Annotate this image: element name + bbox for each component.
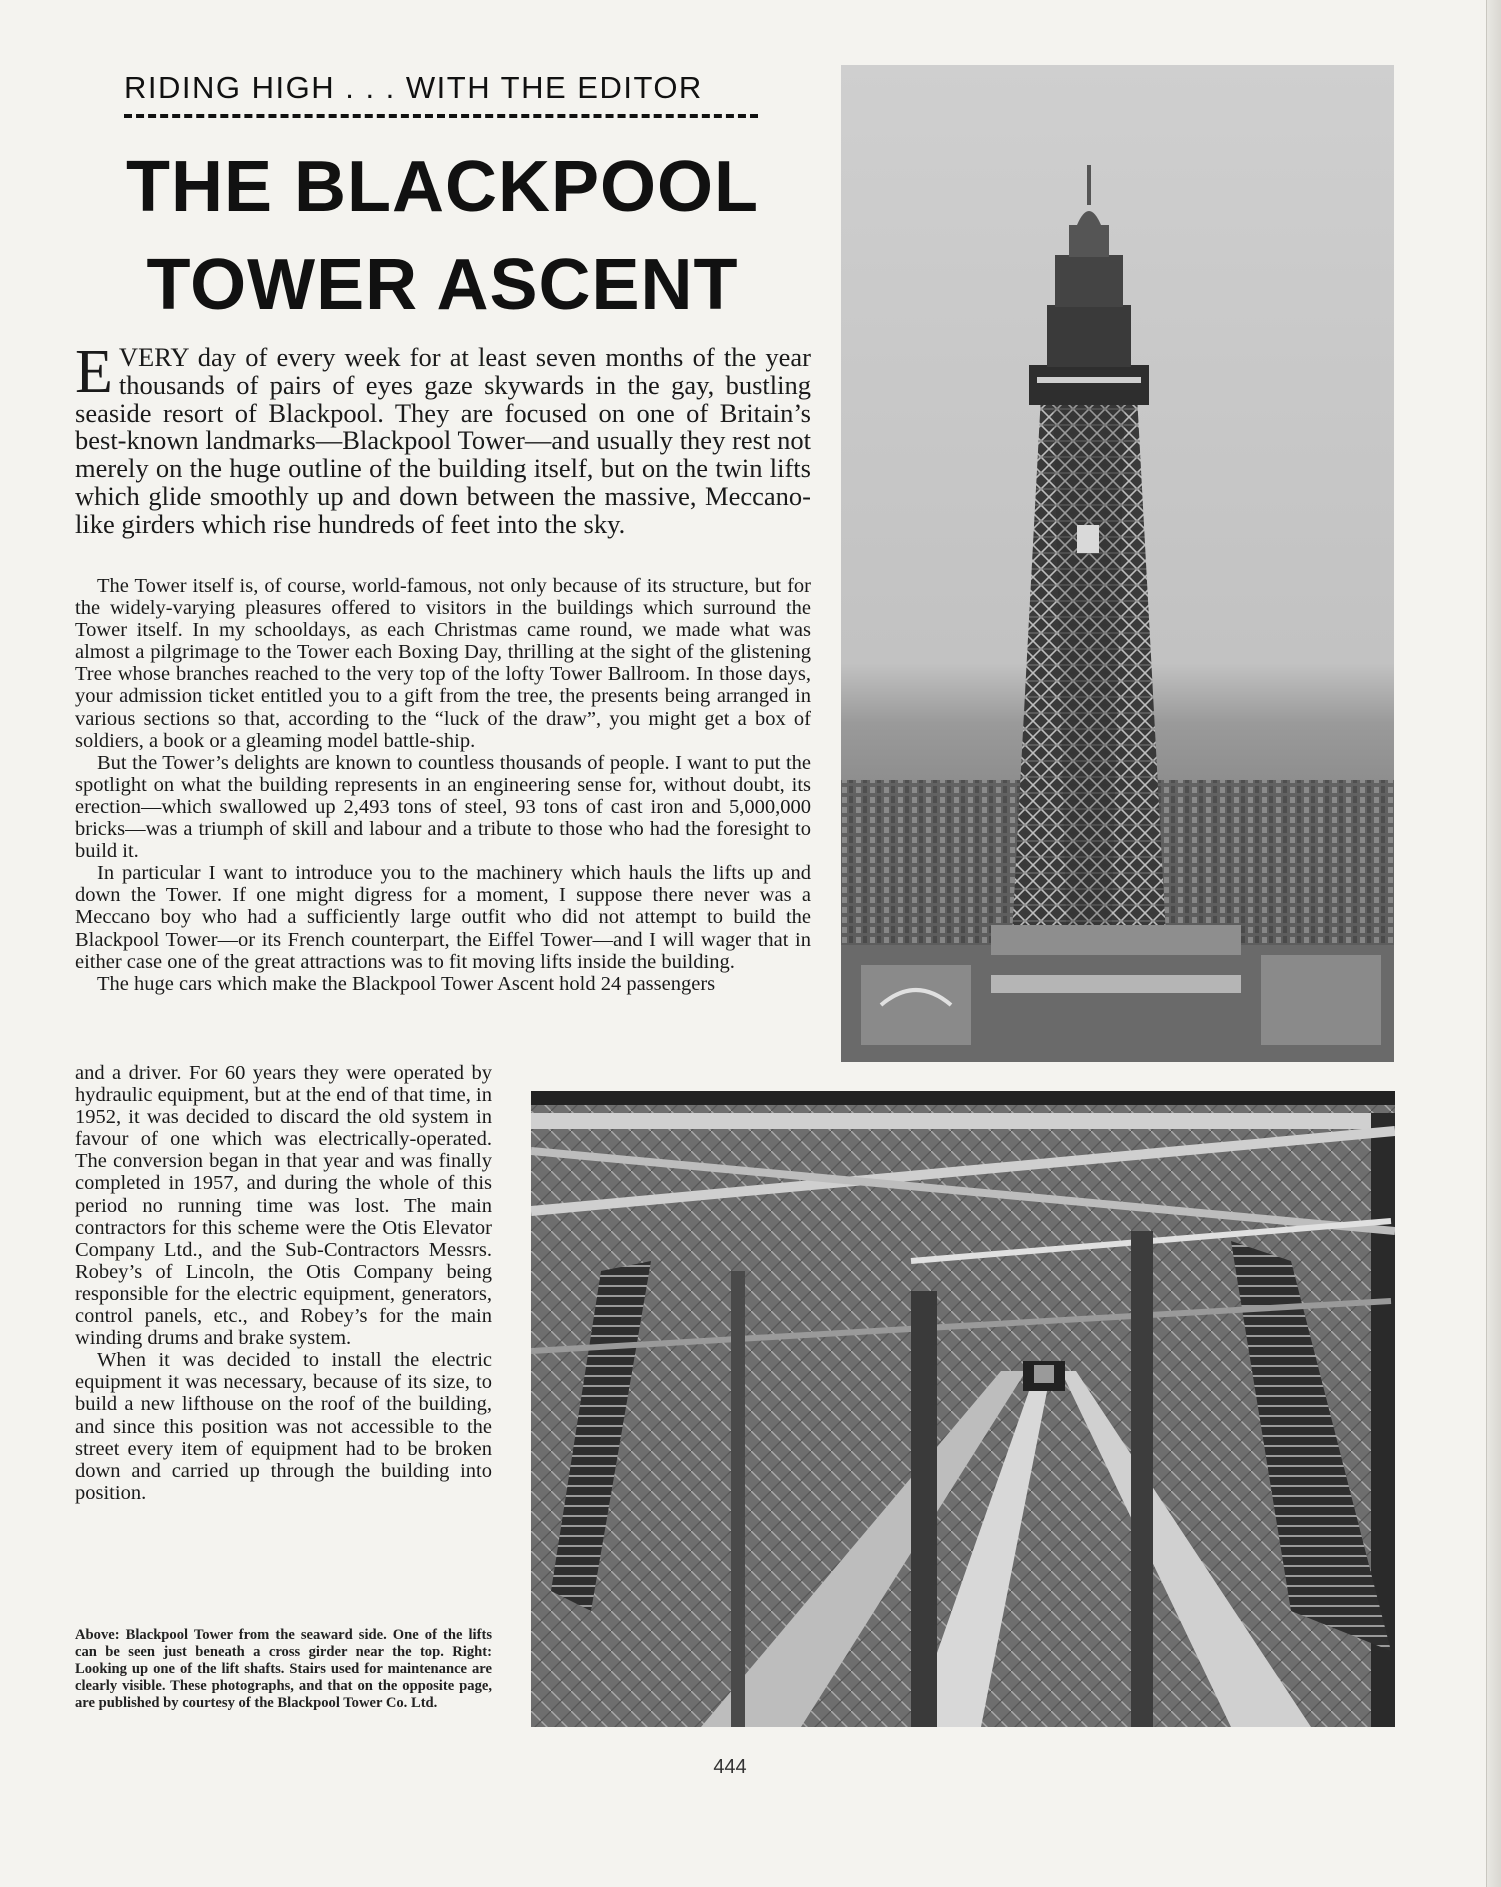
paragraph-pilgrimage: The Tower itself is, of course, world-famous, not only because of its structure, but for the widely-varying pleasures offered to visitors in the buildings which surround the Tower itself. In my schooldays, as each Christmas came round, we made what was almost a pilgrimage to the Tower each Boxing Day, thrilling at the sight of the glistening Tree whose branches reached to the very top of the lofty Tower Ballroom. In those days, your admission ticket entitled you to a gift from the tree, the presents being arranged in various sections so that, according to the “luck of the draw”, you might get a box of soldiers, a book or a gleaming model battle-ship.: [75, 575, 811, 752]
paragraph-lifthouse: When it was decided to install the electric equipment it was necessary, because of its size, to build a new lifthouse on the roof of the building, and since this position was not accessible to the street every item of equipment had to be broken down and carried up through the building into position.: [75, 1349, 492, 1504]
lead-text: VERY day of every week for at least seven months of the year thousands of pairs of eyes gaze skywards in the gay, bustling seaside resort of Blackpool. They are focused on one of Britain’s best-known landmarks—Blackpool Tower—and usually they rest not merely on the huge outline of the building itself, but on the twin lifts which glide smoothly up and down between the massive, Meccano-like girders which rise hundreds of feet into the sky.: [75, 342, 811, 539]
section-kicker: RIDING HIGH . . . WITH THE EDITOR: [124, 70, 758, 118]
paragraph-lift-cars-start: The huge cars which make the Blackpool Tower Ascent hold 24 passengers: [97, 972, 716, 995]
lift-shaft-photo: [531, 1091, 1395, 1727]
page-edge: [1486, 0, 1501, 1887]
paragraph-engineering: But the Tower’s delights are known to countless thousands of people. I want to put the spotlight on what the building represents in an engineering sense for, without doubt, its erection—which swallowed up 2,493 tons of steel, 93 tons of cast iron and 5,000,000 bricks—was a triumph of skill and labour and a tribute to those who had the foresight to build it.: [75, 751, 811, 863]
tower-photo: [841, 65, 1394, 1062]
article-body: [75, 575, 811, 995]
article-title: [110, 138, 775, 334]
page-number: 444: [713, 1756, 747, 1778]
photo-caption: Above: Blackpool Tower from the seaward side. One of the lifts can be seen just beneath a cross girder near the top. Right: Looking up one of the lift shafts. Stairs used for maintenance are clearly visible. These photographs, and that on the opposite page, are published by courtesy of the Blackpool Tower Co. Ltd.: [75, 1627, 492, 1711]
paragraph-machinery: In particular I want to introduce you to the machinery which hauls the lifts up and down the Tower. If one might digress for a moment, I suppose there never was a Meccano boy who had a sufficiently large outfit who did not attempt to build the Blackpool Tower—or its French counterpart, the Eiffel Tower—and I will wager that in either case one of the great attractions was to fit moving lifts inside the building.: [75, 862, 811, 973]
lead-paragraph: [75, 338, 811, 539]
title-line-1: THE BLACKPOOL: [126, 147, 759, 227]
title-line-2: TOWER ASCENT: [146, 245, 739, 325]
drop-cap: E: [75, 338, 113, 406]
article-column: [75, 1062, 492, 1504]
paragraph-lift-cars: and a driver. For 60 years they were operated by hydraulic equipment, but at the end of that time, in 1952, it was decided to discard the old system in favour of one which was electrically-operated. The conversion began in that year and was finally completed in 1957, and during the whole of this period no running time was lost. The main contractors for this scheme were the Otis Elevator Company Ltd., and the Sub-Contractors Messrs. Robey’s of Lincoln, the Otis Company being responsible for the electric equipment, generators, control panels, etc., and Robey’s for the main winding drums and brake system.: [75, 1062, 492, 1350]
